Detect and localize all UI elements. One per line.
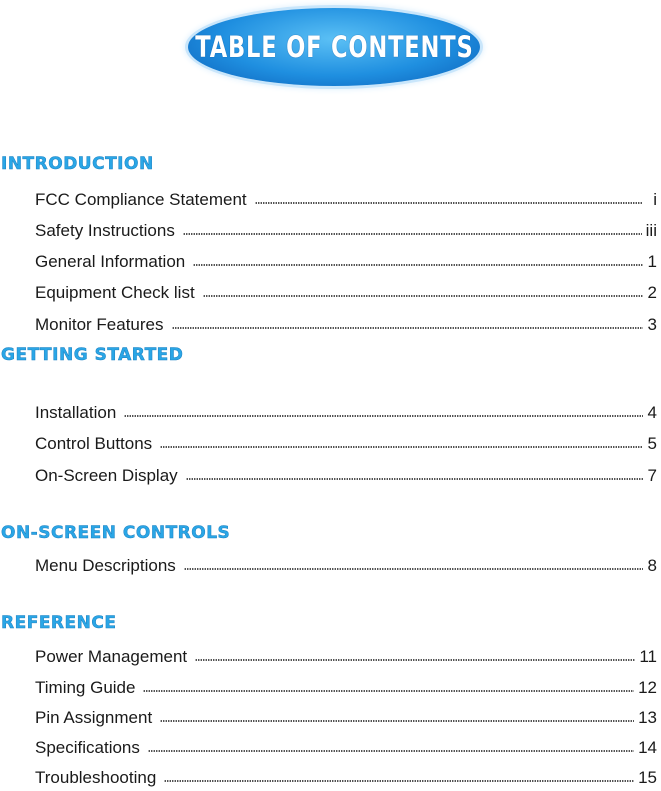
toc-banner-oval <box>188 8 480 86</box>
toc-entry-label: Troubleshooting <box>35 768 157 787</box>
toc-entry-page: 1 <box>647 252 657 271</box>
toc-entry-label: Power Management <box>35 647 188 666</box>
toc-banner <box>186 4 482 90</box>
toc-entry-control-buttons[interactable] <box>35 432 657 456</box>
toc-entry-page: 2 <box>647 283 657 302</box>
toc-entry-page: 13 <box>638 708 657 727</box>
toc-entry-page: 4 <box>647 403 657 422</box>
toc-entry-pin-assignment[interactable] <box>35 706 657 730</box>
toc-entry-troubleshooting[interactable] <box>35 766 657 790</box>
toc-banner-title: TABLE OF CONTENTS <box>194 30 474 64</box>
toc-entry-page: 3 <box>647 315 657 334</box>
toc-entry-page: iii <box>645 221 657 240</box>
dot-leader <box>124 415 643 417</box>
dot-leader <box>183 233 642 235</box>
dot-leader <box>203 295 643 297</box>
toc-entry-specifications[interactable] <box>35 736 657 760</box>
toc-entry-timing-guide[interactable] <box>35 676 657 700</box>
toc-entry-equipment-check-list[interactable] <box>35 281 657 305</box>
toc-entry-page: 12 <box>638 678 657 697</box>
toc-entry-page: 14 <box>638 738 657 757</box>
section-title-reference: REFERENCE <box>1 613 117 633</box>
dot-leader <box>148 750 634 752</box>
dot-leader <box>255 202 643 204</box>
toc-entry-label: General Information <box>35 252 186 271</box>
toc-entry-label: Menu Descriptions <box>35 556 176 575</box>
dot-leader <box>184 568 643 570</box>
dot-leader <box>164 780 634 782</box>
dot-leader <box>186 478 643 480</box>
toc-entry-on-screen-display[interactable] <box>35 464 657 488</box>
dot-leader <box>160 446 643 448</box>
dot-leader <box>143 690 634 692</box>
toc-entry-fcc-compliance[interactable] <box>35 188 657 212</box>
toc-entry-page: 7 <box>647 466 657 485</box>
dot-leader <box>172 327 644 329</box>
toc-entry-label: Timing Guide <box>35 678 136 697</box>
toc-entry-safety-instructions[interactable] <box>35 219 657 243</box>
toc-entry-power-management[interactable] <box>35 645 657 669</box>
toc-entry-page: i <box>653 190 657 209</box>
dot-leader <box>160 720 634 722</box>
toc-entry-label: Specifications <box>35 738 140 757</box>
toc-entry-page: 11 <box>639 647 657 666</box>
toc-entry-label: Safety Instructions <box>35 221 175 240</box>
section-title-introduction: INTRODUCTION <box>1 154 154 174</box>
toc-entry-label: FCC Compliance Statement <box>35 190 247 209</box>
toc-entry-menu-descriptions[interactable] <box>35 554 657 578</box>
toc-entry-label: Equipment Check list <box>35 283 195 302</box>
toc-entry-label: On-Screen Display <box>35 466 178 485</box>
toc-entry-page: 15 <box>638 768 657 787</box>
section-title-getting-started: GETTING STARTED <box>1 345 184 365</box>
toc-entry-label: Installation <box>35 403 117 422</box>
toc-entry-label: Monitor Features <box>35 315 164 334</box>
dot-leader <box>195 659 635 661</box>
section-title-on-screen-controls: ON-SCREEN CONTROLS <box>1 523 231 543</box>
toc-entry-installation[interactable] <box>35 401 657 425</box>
toc-entry-monitor-features[interactable] <box>35 313 657 337</box>
toc-entry-general-information[interactable] <box>35 250 657 274</box>
toc-entry-page: 5 <box>647 434 657 453</box>
toc-entry-label: Control Buttons <box>35 434 153 453</box>
toc-entry-label: Pin Assignment <box>35 708 153 727</box>
toc-entry-page: 8 <box>647 556 657 575</box>
dot-leader <box>193 264 643 266</box>
